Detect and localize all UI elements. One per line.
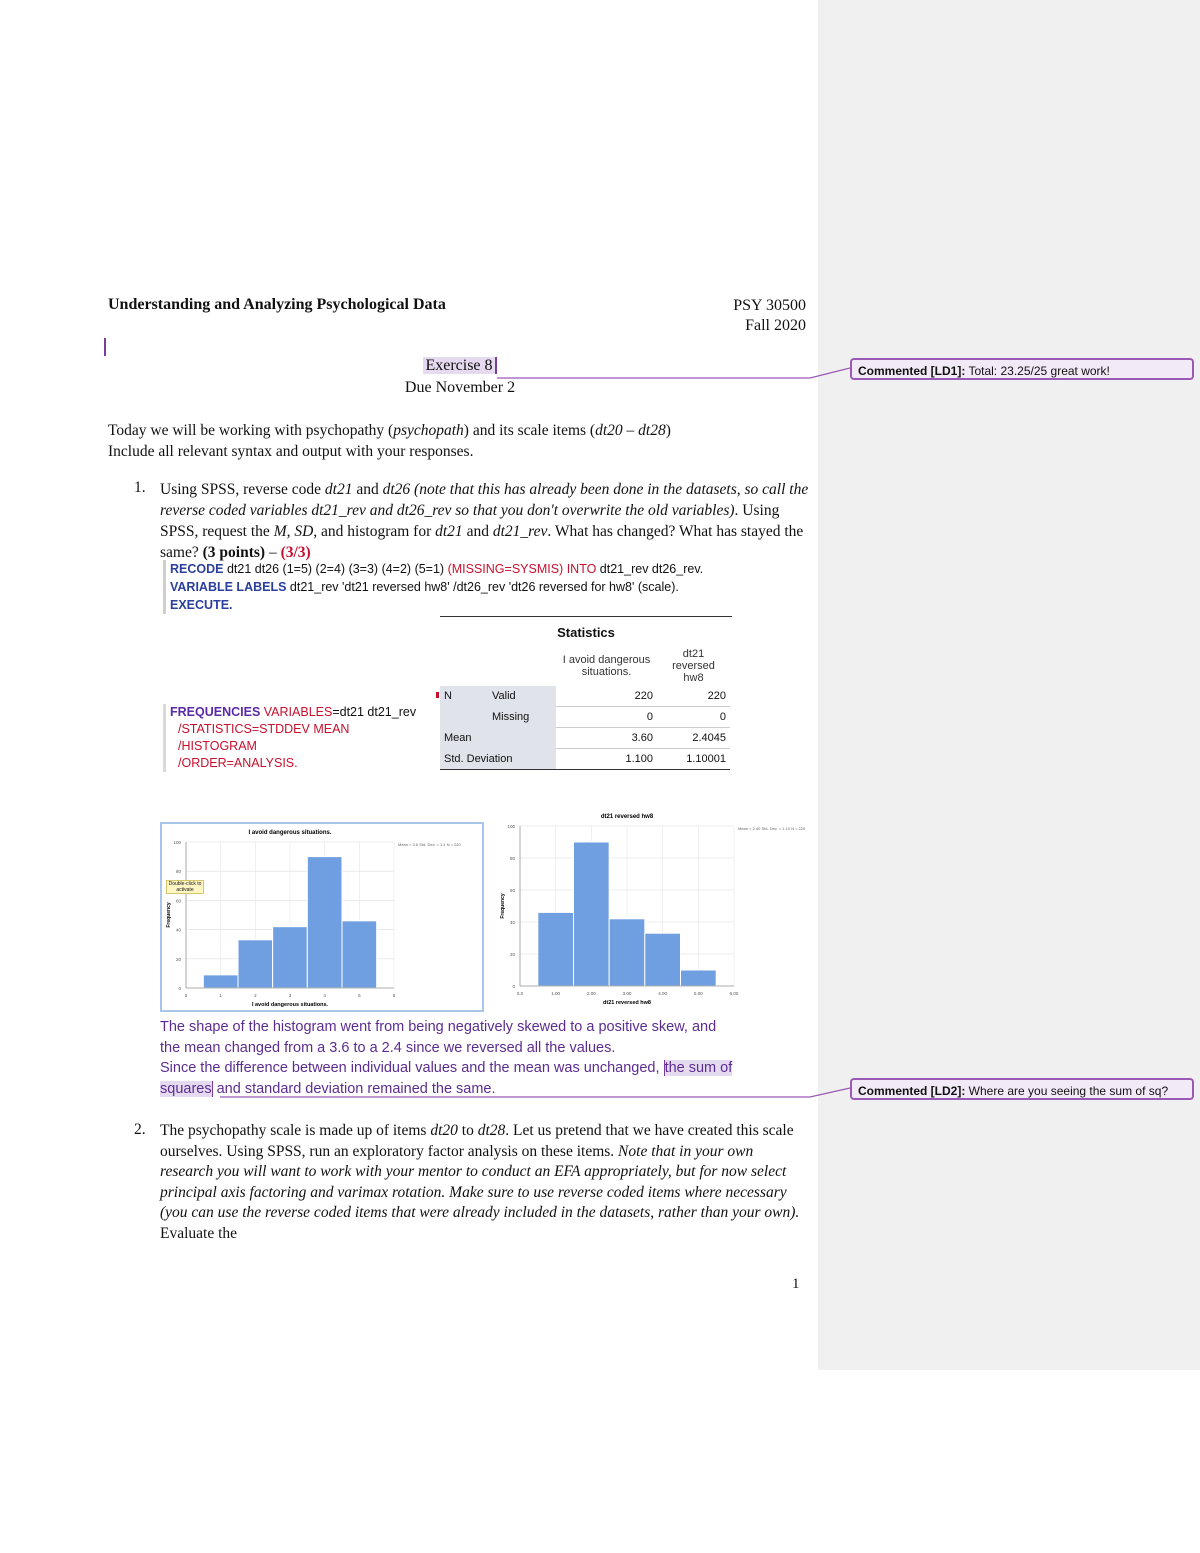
x-tick-label: 5.00 [693, 991, 703, 996]
x-tick-label: 2 [254, 993, 257, 998]
x-tick-label: 5 [358, 993, 361, 998]
cell: 1.10001 [686, 753, 726, 765]
row-label-sd: Std. Deviation [440, 749, 556, 770]
x-tick-label: 0 [184, 993, 188, 998]
cell: 3.60 [556, 728, 657, 749]
frequencies-syntax: FREQUENCIES VARIABLES=dt21 dt21_rev /STATISTICS=STDDEV MEAN /HISTOGRAM /ORDER=ANALYSIS. [163, 704, 416, 772]
commented-text[interactable]: the sum of [664, 1060, 733, 1076]
x-tick-label: 4 [323, 993, 326, 998]
comment-ld1[interactable]: Commented [LD1]: Total: 23.25/25 great work! [850, 358, 1194, 380]
y-tick-label: 40 [175, 927, 181, 933]
cell: 220 [556, 686, 657, 707]
x-tick-label: 1 [219, 993, 222, 998]
y-tick-label: 20 [175, 956, 181, 962]
comment-2-connector [220, 1088, 850, 1097]
due-date: Due November 2 [404, 379, 516, 396]
q1-number: 1. [134, 479, 146, 496]
y-tick-label: 100 [173, 840, 181, 845]
x-tick-label: 0.0 [516, 991, 524, 996]
col-header-1: I avoid dangerous situations. [562, 654, 651, 678]
x-tick-label: 2.00 [586, 991, 596, 996]
chart-title: I avoid dangerous situations. [248, 830, 332, 836]
y-axis-label: Frequency [166, 902, 172, 928]
commented-text-2[interactable]: squares [160, 1080, 212, 1097]
y-axis-label: Frequency [500, 893, 506, 919]
y-tick-label: 60 [509, 888, 515, 893]
x-tick-label: 3.00 [622, 991, 632, 996]
chart-title: dt21 reversed hw8 [600, 814, 654, 820]
x-tick-label: 4.00 [658, 991, 668, 996]
x-tick-label: 1.00 [551, 991, 561, 996]
answer-text: The shape of the histogram went from being negatively skewed to a positive skew, and the mean changed from a 3.6 to a 2.4 since we reversed all the values. Since the difference between individual values and the mean was unchanged, the sum of squares and standard deviation remained the same. [160, 1019, 733, 1097]
legend-stats: Mean = 2.40 Std. Dev. = 1.10 N = 220 [738, 826, 806, 831]
row-label-mean: Mean [440, 728, 556, 749]
cell: 1.100 [625, 753, 653, 765]
cell: 220 [657, 686, 730, 707]
row-label-valid: Valid [488, 686, 556, 707]
question-1: Using SPSS, reverse code dt21 and dt26 (note that this has already been done in the datasets, so call the reverse coded variables dt21_rev and dt26_rev so that you don't overwrite the old variables). Using SPSS, request the M, SD, and histogram for dt21 and dt21_rev. What has changed? What has stayed the same? (3 points) – (3/3) [160, 481, 809, 561]
row-label-missing: Missing [488, 707, 556, 728]
y-tick-label: 60 [175, 898, 181, 904]
comment-1-connector [497, 368, 850, 378]
cell: 2.4045 [657, 728, 730, 749]
recode-syntax: RECODE dt21 dt26 (1=5) (2=4) (3=3) (4=2) (5=1) (MISSING=SYSMIS) INTO dt21_rev dt26_rev. VARIABLE LABELS dt21_rev 'dt21 reversed hw8' /dt26_rev 'dt26 reversed for hw8' (scale). EXECUTE. [163, 560, 703, 614]
x-tick-label: 3 [288, 993, 292, 998]
y-tick-label: 20 [509, 952, 515, 957]
x-axis-label: I avoid dangerous situations. [251, 1002, 329, 1008]
y-tick-label: 0 [512, 984, 515, 989]
x-tick-label: 6.00 [729, 991, 739, 996]
tooltip: Double-click to activate [166, 880, 204, 894]
intro-paragraph: Today we will be working with psychopathy (psychopath) and its scale items (dt20 – dt28) Include all relevant syntax and output with your responses. [108, 422, 671, 460]
cell: 0 [556, 707, 657, 728]
y-tick-label: 0 [178, 986, 181, 991]
x-axis-label: dt21 reversed hw8 [603, 1000, 651, 1006]
col-header-2: dt21 reversed hw8 [672, 648, 715, 684]
legend-stats: Mean = 3.6 Std. Dev. = 1.1 N = 220 [398, 842, 461, 847]
x-tick-label: 6 [392, 993, 396, 998]
statistics-title: Statistics [557, 625, 615, 640]
document-title: Understanding and Analyzing Psychological Data [108, 296, 446, 313]
row-label-n: N [440, 686, 488, 707]
course-term: Fall 2020 [745, 317, 806, 334]
comment-ld2[interactable]: Commented [LD2]: Where are you seeing the sum of sq? [850, 1078, 1194, 1100]
cell: 0 [657, 707, 730, 728]
course-code: PSY 30500 [733, 297, 806, 314]
y-tick-label: 80 [509, 856, 515, 861]
page-number: 1 [792, 1276, 800, 1292]
y-tick-label: 80 [175, 869, 181, 875]
exercise-title-highlight[interactable]: Exercise 8 [423, 357, 496, 374]
q2-number: 2. [134, 1121, 146, 1138]
y-tick-label: 40 [509, 920, 515, 925]
question-2: The psychopathy scale is made up of items dt20 to dt28. Let us pretend that we have created this scale ourselves. Using SPSS, run an exploratory factor analysis on these items. Note that in your own research you will want to work with your mentor to conduct an EFA appropriately, but for now select principal axis factoring and varimax rotation. Make sure to use reverse coded items where necessary (you can use the reverse coded items that were already included in the datasets, rather than your own). Evaluate the [160, 1122, 800, 1242]
y-tick-label: 100 [507, 824, 515, 829]
